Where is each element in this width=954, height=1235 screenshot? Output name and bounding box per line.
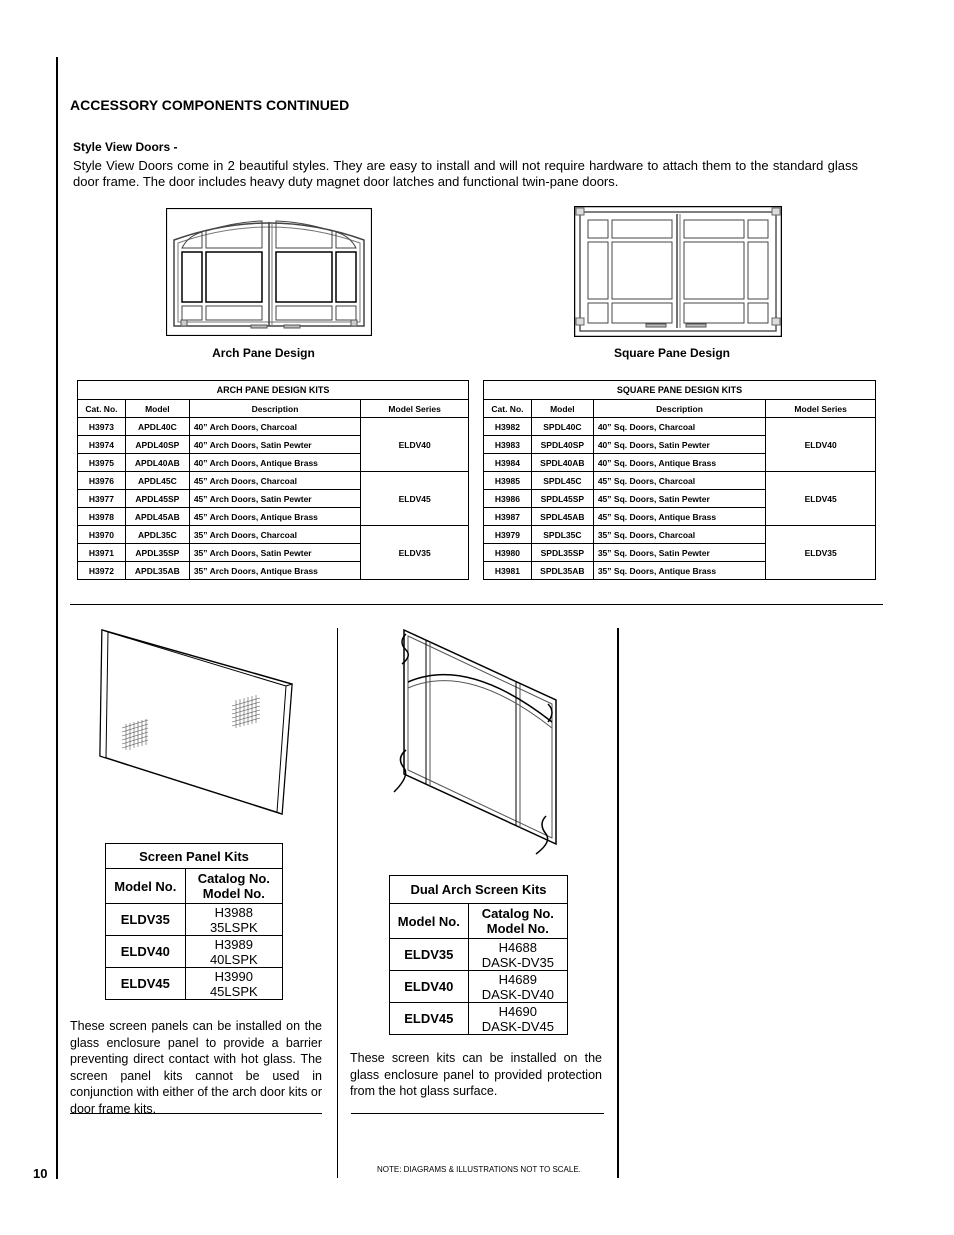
- catalog-cell: [468, 1003, 567, 1035]
- table-row: [390, 939, 568, 971]
- left-margin-rule: [56, 57, 58, 1179]
- cat-cell: H3970: [78, 526, 126, 544]
- table-row: [484, 472, 876, 490]
- model-cell: ELDV45: [106, 968, 186, 1000]
- model-cell: APDL45C: [125, 472, 189, 490]
- col-header-catalog: [468, 904, 567, 939]
- cat-cell: H3981: [484, 562, 532, 580]
- desc-cell: 35” Sq. Doors, Charcoal: [593, 526, 765, 544]
- square-kits-table: [483, 380, 876, 580]
- desc-cell: 40” Sq. Doors, Antique Brass: [593, 454, 765, 472]
- col-header-catalog: [185, 869, 282, 904]
- table-row: [78, 472, 469, 490]
- col-header-series: Model Series: [766, 400, 876, 418]
- model-cell: APDL40C: [125, 418, 189, 436]
- catalog-number: H4689: [498, 971, 537, 987]
- arch-kits-table: [77, 380, 469, 580]
- model-cell: SPDL40SP: [531, 436, 593, 454]
- col-header-series: Model Series: [361, 400, 469, 418]
- model-cell: ELDV40: [106, 936, 186, 968]
- model-cell: SPDL40C: [531, 418, 593, 436]
- model-cell: SPDL45AB: [531, 508, 593, 526]
- cat-cell: H3973: [78, 418, 126, 436]
- model-cell: ELDV35: [390, 939, 469, 971]
- col-header-description: Description: [189, 400, 360, 418]
- series-cell: ELDV45: [766, 472, 876, 526]
- model-cell: ELDV45: [390, 1003, 469, 1035]
- arch-door-illustration: [166, 208, 372, 336]
- dual-arch-kits-title: Dual Arch Screen Kits: [390, 876, 568, 904]
- screen-panel-text: These screen panels can be installed on the glass enclosure panel to provide a barrier preventing direct contact with hot glass. The screen panel kits cannot be used in conjunction with either of the arch door kits or door frame kits.: [70, 1019, 322, 1116]
- col-header-model: Model No.: [390, 904, 469, 939]
- cat-cell: H3987: [484, 508, 532, 526]
- model-code: DASK-DV40: [481, 986, 554, 1002]
- cat-cell: H3977: [78, 490, 126, 508]
- desc-cell: 45” Arch Doors, Satin Pewter: [189, 490, 360, 508]
- table-row: [78, 526, 469, 544]
- square-kits-title: SQUARE PANE DESIGN KITS: [484, 381, 876, 400]
- desc-cell: 35” Sq. Doors, Antique Brass: [593, 562, 765, 580]
- catalog-cell: [468, 971, 567, 1003]
- table-row: [106, 904, 283, 936]
- arch-kits-title: ARCH PANE DESIGN KITS: [78, 381, 469, 400]
- desc-cell: 40” Arch Doors, Charcoal: [189, 418, 360, 436]
- catalog-number: H3990: [214, 968, 253, 984]
- style-doors-title: Style View Doors -: [73, 140, 178, 154]
- model-cell: APDL35C: [125, 526, 189, 544]
- desc-cell: 35” Arch Doors, Charcoal: [189, 526, 360, 544]
- model-cell: SPDL35C: [531, 526, 593, 544]
- desc-cell: 40” Arch Doors, Satin Pewter: [189, 436, 360, 454]
- catalog-header-line-2: Model No.: [202, 886, 265, 901]
- catalog-number: H4690: [498, 1003, 537, 1019]
- catalog-header-line-1: Catalog No.: [197, 871, 270, 886]
- section-divider: [70, 604, 883, 605]
- series-cell: ELDV35: [361, 526, 469, 580]
- model-code: 40LSPK: [209, 951, 258, 967]
- page-number: 10: [33, 1166, 48, 1181]
- desc-cell: 40” Sq. Doors, Charcoal: [593, 418, 765, 436]
- col-header-model: Model: [125, 400, 189, 418]
- model-cell: ELDV35: [106, 904, 186, 936]
- table-row: [484, 418, 876, 436]
- col-header-model: Model: [531, 400, 593, 418]
- cat-cell: H3974: [78, 436, 126, 454]
- dual-arch-screen-illustration: [388, 626, 563, 856]
- catalog-header-line-2: Model No.: [486, 921, 549, 936]
- table-row: [484, 526, 876, 544]
- desc-cell: 40” Sq. Doors, Satin Pewter: [593, 436, 765, 454]
- catalog-number: H3988: [214, 904, 253, 920]
- model-code: DASK-DV35: [481, 954, 554, 970]
- cat-cell: H3985: [484, 472, 532, 490]
- model-code: 45LSPK: [209, 983, 258, 999]
- screen-panel-illustration: [96, 628, 296, 818]
- column-rule-middle: [337, 628, 338, 1178]
- cat-cell: H3980: [484, 544, 532, 562]
- dual-arch-text: These screen kits can be installed on the glass enclosure panel to provided protection from the hot glass surface.: [350, 1051, 602, 1098]
- cat-cell: H3984: [484, 454, 532, 472]
- table-row: [78, 418, 469, 436]
- table-row: [390, 971, 568, 1003]
- model-cell: APDL35AB: [125, 562, 189, 580]
- desc-cell: 45” Arch Doors, Charcoal: [189, 472, 360, 490]
- catalog-cell: [185, 936, 282, 968]
- model-cell: APDL35SP: [125, 544, 189, 562]
- model-cell: SPDL35SP: [531, 544, 593, 562]
- catalog-number: H3989: [214, 936, 253, 952]
- col-header-model: Model No.: [106, 869, 186, 904]
- series-cell: ELDV45: [361, 472, 469, 526]
- desc-cell: 45” Sq. Doors, Charcoal: [593, 472, 765, 490]
- section-heading: ACCESSORY COMPONENTS CONTINUED: [70, 97, 350, 113]
- desc-cell: 35” Arch Doors, Antique Brass: [189, 562, 360, 580]
- desc-cell: 45” Sq. Doors, Antique Brass: [593, 508, 765, 526]
- desc-cell: 45” Arch Doors, Antique Brass: [189, 508, 360, 526]
- series-cell: ELDV35: [766, 526, 876, 580]
- screen-panel-kits-table: [105, 843, 283, 1000]
- model-cell: APDL40SP: [125, 436, 189, 454]
- desc-cell: 45” Sq. Doors, Satin Pewter: [593, 490, 765, 508]
- model-cell: APDL45AB: [125, 508, 189, 526]
- cat-cell: H3975: [78, 454, 126, 472]
- catalog-cell: [185, 904, 282, 936]
- table-row: [106, 968, 283, 1000]
- model-cell: SPDL45SP: [531, 490, 593, 508]
- model-cell: APDL45SP: [125, 490, 189, 508]
- model-cell: APDL40AB: [125, 454, 189, 472]
- column-rule-right: [617, 628, 619, 1178]
- screen-panel-kits-title: Screen Panel Kits: [106, 844, 283, 869]
- scale-note: NOTE: DIAGRAMS & ILLUSTRATIONS NOT TO SCALE.: [377, 1165, 581, 1174]
- style-doors-text: Style View Doors come in 2 beautiful styles. They are easy to install and will not require hardware to attach them to the standard glass door frame. The door includes heavy duty magnet door latches and functional twin-pane doors.: [73, 158, 858, 189]
- model-cell: SPDL45C: [531, 472, 593, 490]
- col-header-description: Description: [593, 400, 765, 418]
- table-row: [106, 936, 283, 968]
- catalog-number: H4688: [498, 939, 537, 955]
- cat-cell: H3971: [78, 544, 126, 562]
- cat-cell: H3986: [484, 490, 532, 508]
- cat-cell: H3976: [78, 472, 126, 490]
- desc-cell: 35” Arch Doors, Satin Pewter: [189, 544, 360, 562]
- col-header-cat: Cat. No.: [78, 400, 126, 418]
- model-cell: ELDV40: [390, 971, 469, 1003]
- col-header-cat: Cat. No.: [484, 400, 532, 418]
- square-pane-caption: Square Pane Design: [613, 346, 731, 360]
- model-code: 35LSPK: [209, 919, 258, 935]
- model-code: DASK-DV45: [481, 1018, 554, 1034]
- dual-arch-kits-table: [389, 875, 568, 1035]
- catalog-header-line-1: Catalog No.: [481, 906, 554, 921]
- table-row: [390, 1003, 568, 1035]
- arch-pane-caption: Arch Pane Design: [212, 346, 315, 360]
- cat-cell: H3979: [484, 526, 532, 544]
- cat-cell: H3972: [78, 562, 126, 580]
- desc-cell: 35” Sq. Doors, Satin Pewter: [593, 544, 765, 562]
- series-cell: ELDV40: [766, 418, 876, 472]
- cat-cell: H3982: [484, 418, 532, 436]
- model-cell: SPDL35AB: [531, 562, 593, 580]
- model-cell: SPDL40AB: [531, 454, 593, 472]
- cat-cell: H3983: [484, 436, 532, 454]
- catalog-cell: [468, 939, 567, 971]
- cat-cell: H3978: [78, 508, 126, 526]
- square-door-illustration: [574, 206, 782, 337]
- series-cell: ELDV40: [361, 418, 469, 472]
- desc-cell: 40” Arch Doors, Antique Brass: [189, 454, 360, 472]
- catalog-cell: [185, 968, 282, 1000]
- mid-column-end-rule: [351, 1113, 604, 1114]
